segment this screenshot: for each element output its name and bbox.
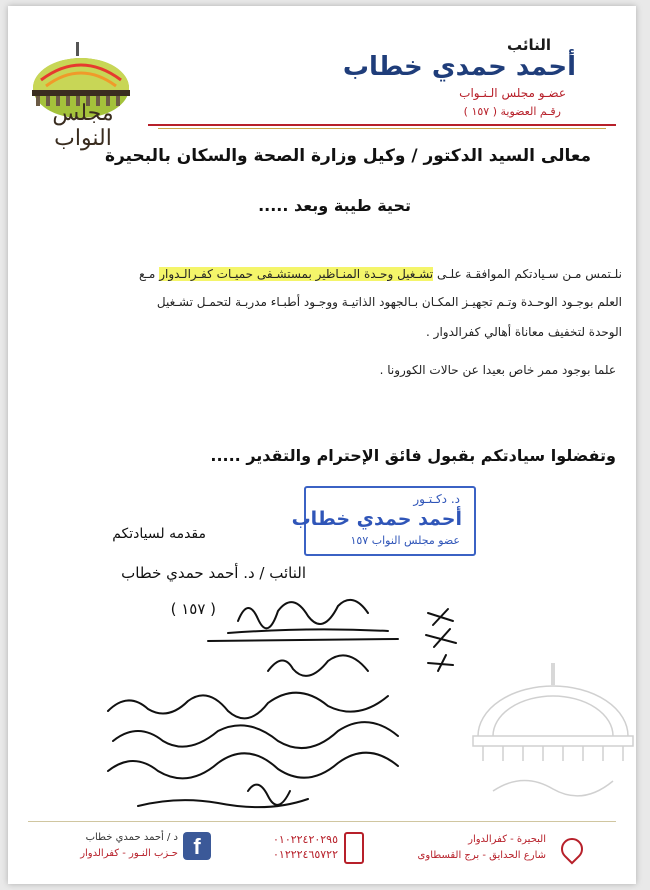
header-name: أحمد حمدي خطاب xyxy=(342,52,576,82)
paragraph-line-2: العلم بوجـود الوحـدة وتـم تجهيـز المكـان بـالجهود الذاتيـة ووجـود أطبـاء مدربـة لتحمـل تشـغيل xyxy=(156,295,622,309)
signatory-name: النائب / د. أحمد حمدي خطاب xyxy=(121,564,306,582)
phone-number-2: ٠١٢٢٢٤٦٥٧٢٢ xyxy=(273,848,338,861)
paragraph-line-1 xyxy=(22,261,622,287)
location-pin-icon xyxy=(556,833,587,864)
phone-icon xyxy=(344,832,364,864)
stamp-line-2: أحمد حمدي خطاب xyxy=(291,508,462,530)
signatory-number: ( ١٥٧ ) xyxy=(170,600,216,618)
header-title: النائب xyxy=(506,36,551,54)
salutation: معالى السيد الدكتور / وكيل وزارة الصحة والسكان بالبحيرة xyxy=(104,146,591,166)
footer-phones xyxy=(253,832,338,862)
closing-line: وتفضلوا سيادتكم بقبول فائق الإحترام والتقدير ..... xyxy=(210,446,616,465)
greeting: تحية طيبة وبعد ..... xyxy=(258,196,411,215)
paragraph-text: نلـتمس مـن سـيادتكم الموافقـة علـى xyxy=(433,267,622,281)
phone-number-1: ٠١٠٢٢٤٢٠٢٩٥ xyxy=(273,833,338,846)
letter-page xyxy=(8,6,636,884)
header-role: عضـو مجلس الـنـواب xyxy=(459,86,566,100)
official-stamp xyxy=(291,486,476,556)
handwritten-signature xyxy=(68,591,508,831)
note-line: علما بوجود ممر خاص بعيدا عن حالات الكورونا . xyxy=(379,363,616,377)
parliament-watermark-icon xyxy=(463,661,636,821)
header-divider xyxy=(148,124,616,126)
stamp-line-3: عضو مجلس النواب ١٥٧ xyxy=(350,534,460,547)
header-membership: رقـم العضوية ( ١٥٧ ) xyxy=(463,105,561,118)
paragraph-text: مـع xyxy=(139,267,160,281)
stamp-line-1: د. دكـتـور xyxy=(413,492,460,506)
header-divider-gold xyxy=(158,128,606,129)
footer-party: حـزب النـور - كفرالدوار xyxy=(80,848,178,859)
presented-label: مقدمه لسيادتكم xyxy=(112,526,206,542)
footer-address-1: البحيرة - كفرالدوار xyxy=(468,834,546,845)
footer-address-2: شارع الحدايق - برج القسطاوى xyxy=(417,850,546,861)
paragraph-line-3: الوحدة لتخفيف معاناة أهالي كفرالدوار . xyxy=(426,325,622,339)
footer-divider xyxy=(28,821,616,822)
facebook-icon: f xyxy=(183,832,211,860)
footer-facebook-name: د / أحمد حمدي خطاب xyxy=(85,832,178,843)
highlighted-request: تشـغيل وحـدة المنـاظير بمستشـفى حميـات كفـرالـدوار xyxy=(159,267,434,281)
logo-text: مجلس النواب xyxy=(52,101,114,151)
